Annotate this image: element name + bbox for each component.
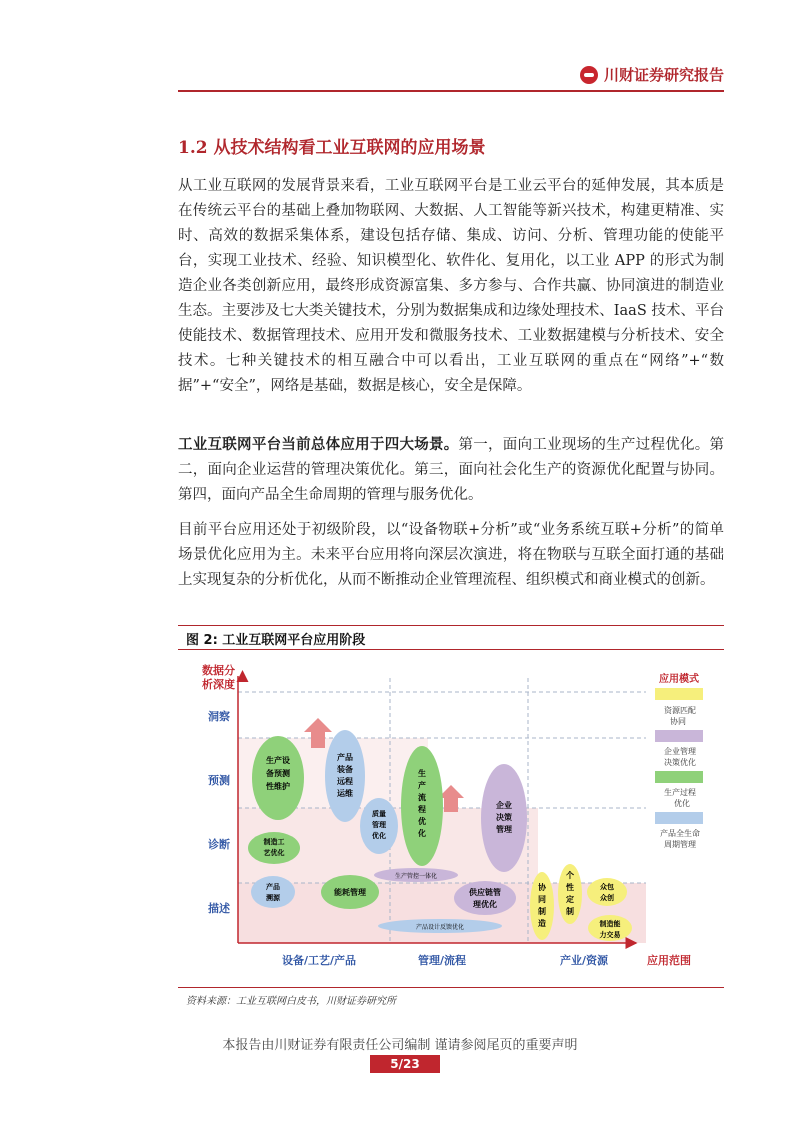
header-brand <box>580 64 724 85</box>
y-level-insight: 洞察 <box>208 710 230 723</box>
bubble-production-flow-l4: 程 <box>418 805 426 814</box>
bubble-crowdsourcing-l2: 众创 <box>600 894 614 902</box>
page-number: 5/23 <box>370 1055 440 1073</box>
bubble-remote-om <box>325 730 365 822</box>
band-bottom <box>238 883 646 943</box>
x-cat-equipment: 设备/工艺/产品 <box>282 954 357 967</box>
header-brand-text: 川财证券研究报告 <box>603 66 724 84</box>
bubble-production-flow-l5: 优 <box>418 817 426 826</box>
legend-swatch-resource <box>655 688 703 700</box>
legend-lifecycle-2: 周期管理 <box>664 840 696 849</box>
bubble-remote-om-l4: 运维 <box>337 789 353 798</box>
bubble-collaborative-l4: 造 <box>538 919 546 928</box>
bubble-equipment-predictive-l3: 性维护 <box>266 782 290 791</box>
footer-disclaimer: 本报告由川财证券有限责任公司编制 谨请参阅尾页的重要声明 <box>222 1038 578 1053</box>
bubble-quality-l1: 质量 <box>372 810 386 818</box>
legend-swatch-production <box>655 771 703 783</box>
bubble-enterprise-decision-l2: 决策 <box>496 813 512 822</box>
figure-rule-mid <box>178 649 724 650</box>
bubble-crowdsourcing-l1: 众包 <box>600 883 614 891</box>
legend-lifecycle-1: 产品全生命 <box>660 829 700 838</box>
bubble-customization-l3: 定 <box>566 895 574 904</box>
bubble-traceability-l1: 产品 <box>266 883 280 891</box>
figure-title: 图 2: 工业互联网平台应用阶段 <box>186 633 366 648</box>
bubble-collaborative-l1: 协 <box>538 883 546 892</box>
legend-title: 应用模式 <box>659 674 699 685</box>
figure-rule-bottom <box>178 987 724 988</box>
y-axis-title-line1: 数据分 <box>202 664 235 677</box>
bubble-capacity-trading-l1: 制造能 <box>599 920 621 928</box>
y-level-diagnose: 诊断 <box>208 838 230 851</box>
figure-rule-top <box>178 625 724 626</box>
bubble-customization-l1: 个 <box>566 871 574 880</box>
bubble-energy-l1: 能耗管理 <box>334 888 366 897</box>
x-axis-title: 应用范围 <box>647 954 691 967</box>
bubble-supply-chain <box>454 881 516 915</box>
bubble-remote-om-l3: 远程 <box>337 777 353 786</box>
paragraph-rest: 第一，面向工业现场的生产过程优化。第二，面向企业运营的管理决策优化。第三，面向社会化生产的资源优化配置与协同。第四，面向产品全生命周期的管理与服务优化。 <box>178 437 725 503</box>
x-cat-management: 管理/流程 <box>418 954 467 967</box>
paragraph-bold-lead: 工业互联网平台当前总体应用于四大场景。 <box>178 436 459 453</box>
paragraph-current-stage: 目前平台应用还处于初级阶段，以“设备物联+分析”或“业务系统互联+分析”的简单场景优化应用为主。未来平台应用将向深层次演进，将在物联与互联全面打通的基础上实现复杂的分析优化，从而不断推动企业管理流程、组织模式和商业模式的创新。 <box>178 522 724 588</box>
section-title: 1.2 从技术结构看工业互联网的应用场景 <box>178 138 486 158</box>
bubble-supply-chain-l2: 理优化 <box>473 900 497 909</box>
bubble-traceability <box>251 876 295 908</box>
bubble-supply-chain-l1: 供应链管 <box>469 888 501 897</box>
figure-source: 资料来源：工业互联网白皮书，川财证券研究所 <box>186 996 396 1007</box>
bubble-remote-om-l1: 产品 <box>337 753 353 762</box>
bubble-customization-l4: 制 <box>566 907 574 916</box>
bubble-production-flow-l2: 产 <box>418 781 426 790</box>
legend-production-1: 生产过程 <box>664 788 696 797</box>
bubble-production-flow-l1: 生 <box>418 769 426 778</box>
company-logo-icon <box>580 66 598 84</box>
y-axis-title-line2: 析深度 <box>202 678 235 691</box>
bubble-traceability-l2: 溯源 <box>266 894 280 902</box>
bubble-control-integration-l1: 生产管控一体化 <box>394 873 438 880</box>
paragraph-four-scenarios <box>178 432 724 508</box>
bubble-equipment-predictive-l1: 生产设 <box>266 756 290 765</box>
bubble-production-flow-l3: 流 <box>418 793 426 802</box>
bubble-process-craft-l2: 艺优化 <box>263 849 285 857</box>
legend-enterprise-2: 决策优化 <box>664 758 696 767</box>
bubble-customization-l2: 性 <box>566 883 574 892</box>
bubble-collaborative-l3: 制 <box>538 907 546 916</box>
legend-resource-1: 资源匹配 <box>664 706 696 715</box>
x-cat-industry: 产业/资源 <box>560 954 609 967</box>
y-level-predict: 预测 <box>208 774 230 787</box>
legend-swatch-enterprise <box>655 730 703 742</box>
bubble-collaborative-l2: 同 <box>538 895 546 904</box>
bubble-enterprise-decision-l1: 企业 <box>496 801 512 810</box>
y-level-describe: 描述 <box>208 902 230 915</box>
bubble-design-feedback-l1: 产品设计反馈优化 <box>415 924 465 931</box>
legend-production-2: 优化 <box>674 799 690 808</box>
paragraph-tech-structure: 从工业互联网的发展背景来看，工业互联网平台是工业云平台的延伸发展，其本质是在传统云平台的基础上叠加物联网、大数据、人工智能等新兴技术，构建更精准、实时、高效的数据采集体系，建设包括存储、集成、访问、分析、管理功能的使能平台，实现工业技术、经验、知识模型化、软件化、复用化，以工业 APP 的形式为制造企业各类创新应用，最终形成资源富集、多方参与、合作共赢、协同演进的制造业生态。主要涉及七大类关键技术，分别为数据集成和边缘处理技术、IaaS 技术、平台使能技术、数据管理技术、应用开发和微服务技术、工业数据建模与分析技术、安全技术。七种关键技术的相互融合中可以看出，工业互联网的重点在“网络”+“数据”+“安全”，网络是基础，数据是核心，安全是保障。 <box>178 178 724 394</box>
bubble-process-craft-l1: 制造工 <box>263 838 285 846</box>
bubble-quality-l3: 优化 <box>372 832 386 840</box>
legend-swatch-lifecycle <box>655 812 703 824</box>
figure-diagram <box>190 658 710 983</box>
bubble-process-craft <box>248 832 300 864</box>
legend-enterprise-1: 企业管理 <box>664 747 696 756</box>
header-rule <box>178 90 724 92</box>
legend-resource-2: 协同 <box>670 717 686 726</box>
bubble-production-flow-l6: 化 <box>418 829 426 838</box>
bubble-quality-l2: 管理 <box>372 821 386 829</box>
bubble-enterprise-decision-l3: 管理 <box>496 825 512 834</box>
bubble-equipment-predictive <box>252 736 304 820</box>
bubble-equipment-predictive-l2: 备预测 <box>266 769 290 778</box>
bubble-capacity-trading-l2: 力交易 <box>599 931 621 939</box>
bubble-remote-om-l2: 装备 <box>337 765 353 774</box>
